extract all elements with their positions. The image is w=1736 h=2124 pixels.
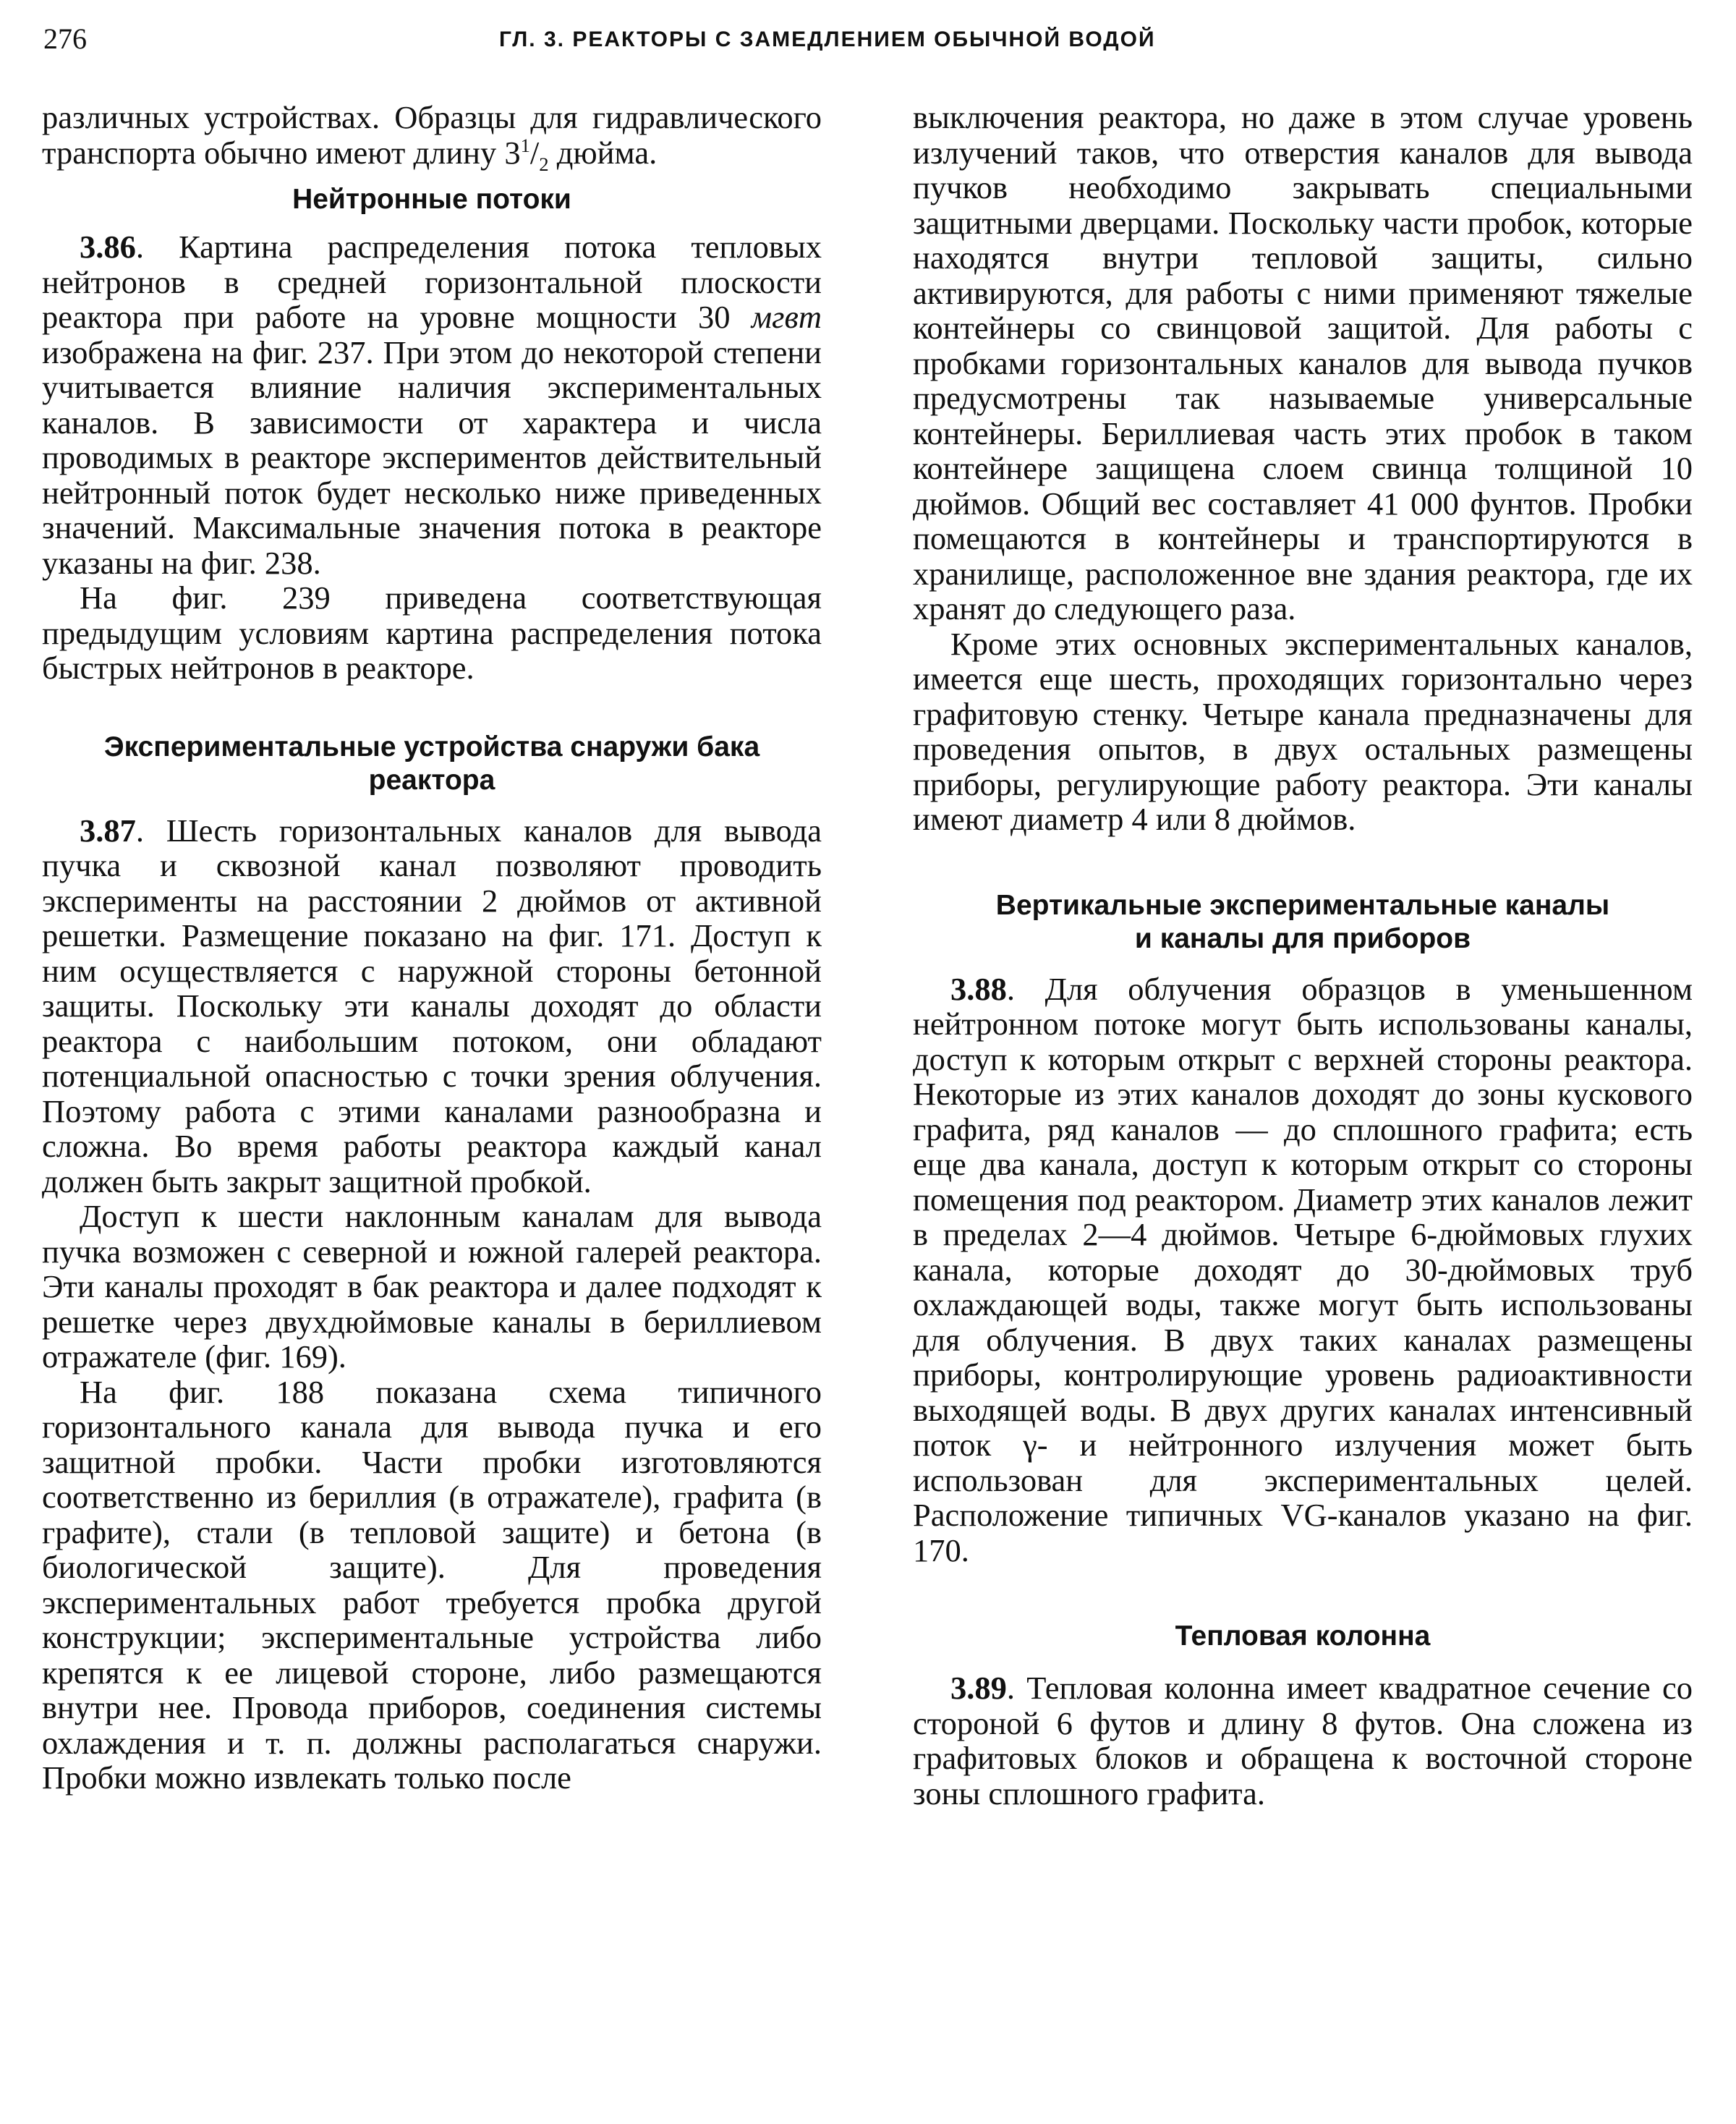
paragraph-number: 3.89 <box>950 1670 1007 1706</box>
heading-line: Вертикальные экспериментальные каналы <box>995 889 1610 921</box>
right-column <box>913 100 1693 1811</box>
paragraph-text: . Для облучения образцов в уменьшенном нейтронном потоке могут быть использованы каналы, доступ к которым открыт с верхней стороны реактора. Некоторые из этих каналов доходят до зоны кускового графита, ряд каналов — до сплошного графита; есть еще два канала, доступ к которым открыт со стороны помещения под реактором. Диаметр этих каналов лежит в пределах 2—4 дюймов. Четыре 6-дюймовых глухих канала, которые доходят до 30-дюймовых труб охлаждающей воды, также могут быть использованы для облучения. В двух таких каналах размещены приборы, контролирующие уровень радиоактивности выходящей воды. В двух других каналах интенсивный поток <box>913 970 1693 1463</box>
left-column <box>42 100 822 1796</box>
fraction-slash: / <box>529 134 540 171</box>
paragraph-inclined-channels: Доступ к шести наклонным каналам для вывода пучка возможен с северной и южной галерей реактора. Эти каналы проходят в бак реактора и далее подходят к решетке через двухдюймовые каналы в бериллиевом отражателе (фиг. 169). <box>42 1198 822 1375</box>
continued-paragraph: выключения реактора, но даже в этом случае уровень излучений таков, что отверстия каналов для вывода пучков необходимо закрывать специальными защитными дверцами. Поскольку части пробок, которые находятся внутри тепловой защиты, сильно активируются, для работы с ними применяют тяжелые контейнеры со свинцовой защитой. Для работы с пробками горизонтальных каналов для вывода пучков предусмотрены так называемые универсальные контейнеры. Бериллиевая часть этих пробок в таком контейнере защищена слоем свинца толщиной 10 дюймов. Общий вес составляет 41 000 фунтов. Пробки помещаются в контейнеры и транспортируются в хранилище, расположенное вне здания реактора, где их хранят до следующего раза. <box>913 99 1693 626</box>
intro-text-end: дюйма. <box>548 134 658 171</box>
paragraph-text: . Тепловая колонна имеет квадратное сечение со стороной 6 футов и длину 8 футов. Она сложена из графитовых блоков и обращена к восточной стороне зоны сплошного графита. <box>913 1670 1693 1811</box>
gamma-symbol: γ <box>1023 1427 1037 1463</box>
paragraph-3-87 <box>42 813 822 1199</box>
heading-line: и каналы для приборов <box>1134 922 1471 954</box>
paragraph-additional-channels: Кроме этих основных экспериментальных каналов, имеется еще шесть, проходящих горизонтально через графитовую стенку. Четыре канала предназначены для проведения опытов, в двух остальных размещены приборы, регулирующие работу реактора. Эти каналы имеют диаметр 4 или 8 дюймов. <box>913 625 1693 837</box>
paragraph-3-88 <box>913 972 1693 1568</box>
fraction-numerator: 1 <box>520 134 530 156</box>
paragraph-text: . Шесть горизонтальных каналов для вывода пучка и сквозной канал позволяют проводить эксперименты на расстоянии 2 дюймов от активной решетки. Размещение показано на фиг. 171. Доступ к ним осуществляется с наружной стороны бетонной защиты. Поскольку эти каналы доходят до области реактора с наибольшим потоком, они обладают потенциальной опасностью с точки зрения облучения. Поэтому работа с этими каналами разнообразна и сложна. Во время работы реактора каждый канал должен быть закрыт защитной пробкой. <box>42 812 822 1199</box>
heading-outside-tank <box>42 731 822 797</box>
heading-line: реактора <box>368 764 495 796</box>
paragraph-number: 3.88 <box>950 970 1007 1007</box>
heading-thermal-column: Тепловая колонна <box>1175 1620 1431 1652</box>
paragraph-text: - и нейтронного излучения может быть использован для экспериментальных целей. Расположение типичных VG-каналов указано на фиг. 170. <box>913 1427 1693 1568</box>
paragraph-number: 3.87 <box>80 812 136 849</box>
heading-line: Экспериментальные устройства снаружи бака <box>103 731 760 762</box>
page-number: 276 <box>43 22 87 55</box>
paragraph-text: изображена на фиг. 237. При этом до некоторой степени учитывается влияние наличия экспериментальных каналов. В зависимости от характера и числа проводимых в реакторе экспериментов действительный нейтронный поток будет несколько ниже приведенных значений. Максимальные значения потока в реакторе указаны на фиг. 238. <box>42 334 822 581</box>
paragraph-fast-neutrons: На фиг. 239 приведена соответствующая предыдущим условиям картина распределения потока быстрых нейтронов в реакторе. <box>42 579 822 686</box>
paragraph-3-89 <box>913 1670 1693 1811</box>
intro-paragraph <box>42 99 822 175</box>
heading-vertical-channels <box>913 889 1693 956</box>
intro-text: различных устройствах. Образцы для гидравлического транспорта обычно имеют длину 3 <box>42 99 822 171</box>
heading-neutron-fluxes: Нейтронные потоки <box>292 184 571 215</box>
fraction-denominator: 2 <box>539 153 549 175</box>
paragraph-3-86 <box>42 229 822 580</box>
running-title: ГЛ. 3. РЕАКТОРЫ С ЗАМЕДЛЕНИЕМ ОБЫЧНОЙ ВОДОЙ <box>499 27 1156 51</box>
paragraph-number: 3.86 <box>80 229 136 265</box>
paragraph-fig-188: На фиг. 188 показана схема типичного горизонтального канала для вывода пучка и его защитной пробки. Части пробки изготовляются соответственно из бериллия (в отражателе), графита (в графите), стали (в тепловой защите) и бетона (в биологической защите). Для проведения экспериментальных работ требуется пробка другой конструкции; экспериментальные устройства либо крепятся к ее лицевой стороне, либо размещаются внутри нее. Провода приборов, соединения системы охлаждения и т. п. должны располагаться снаружи. Пробки можно извлекать только после <box>42 1373 822 1796</box>
paragraph-text: . Картина распределения потока тепловых нейтронов в средней горизонтальной плоскости реактора при работе на уровне мощности 30 <box>42 229 822 335</box>
unit-text: мгвт <box>751 299 822 335</box>
